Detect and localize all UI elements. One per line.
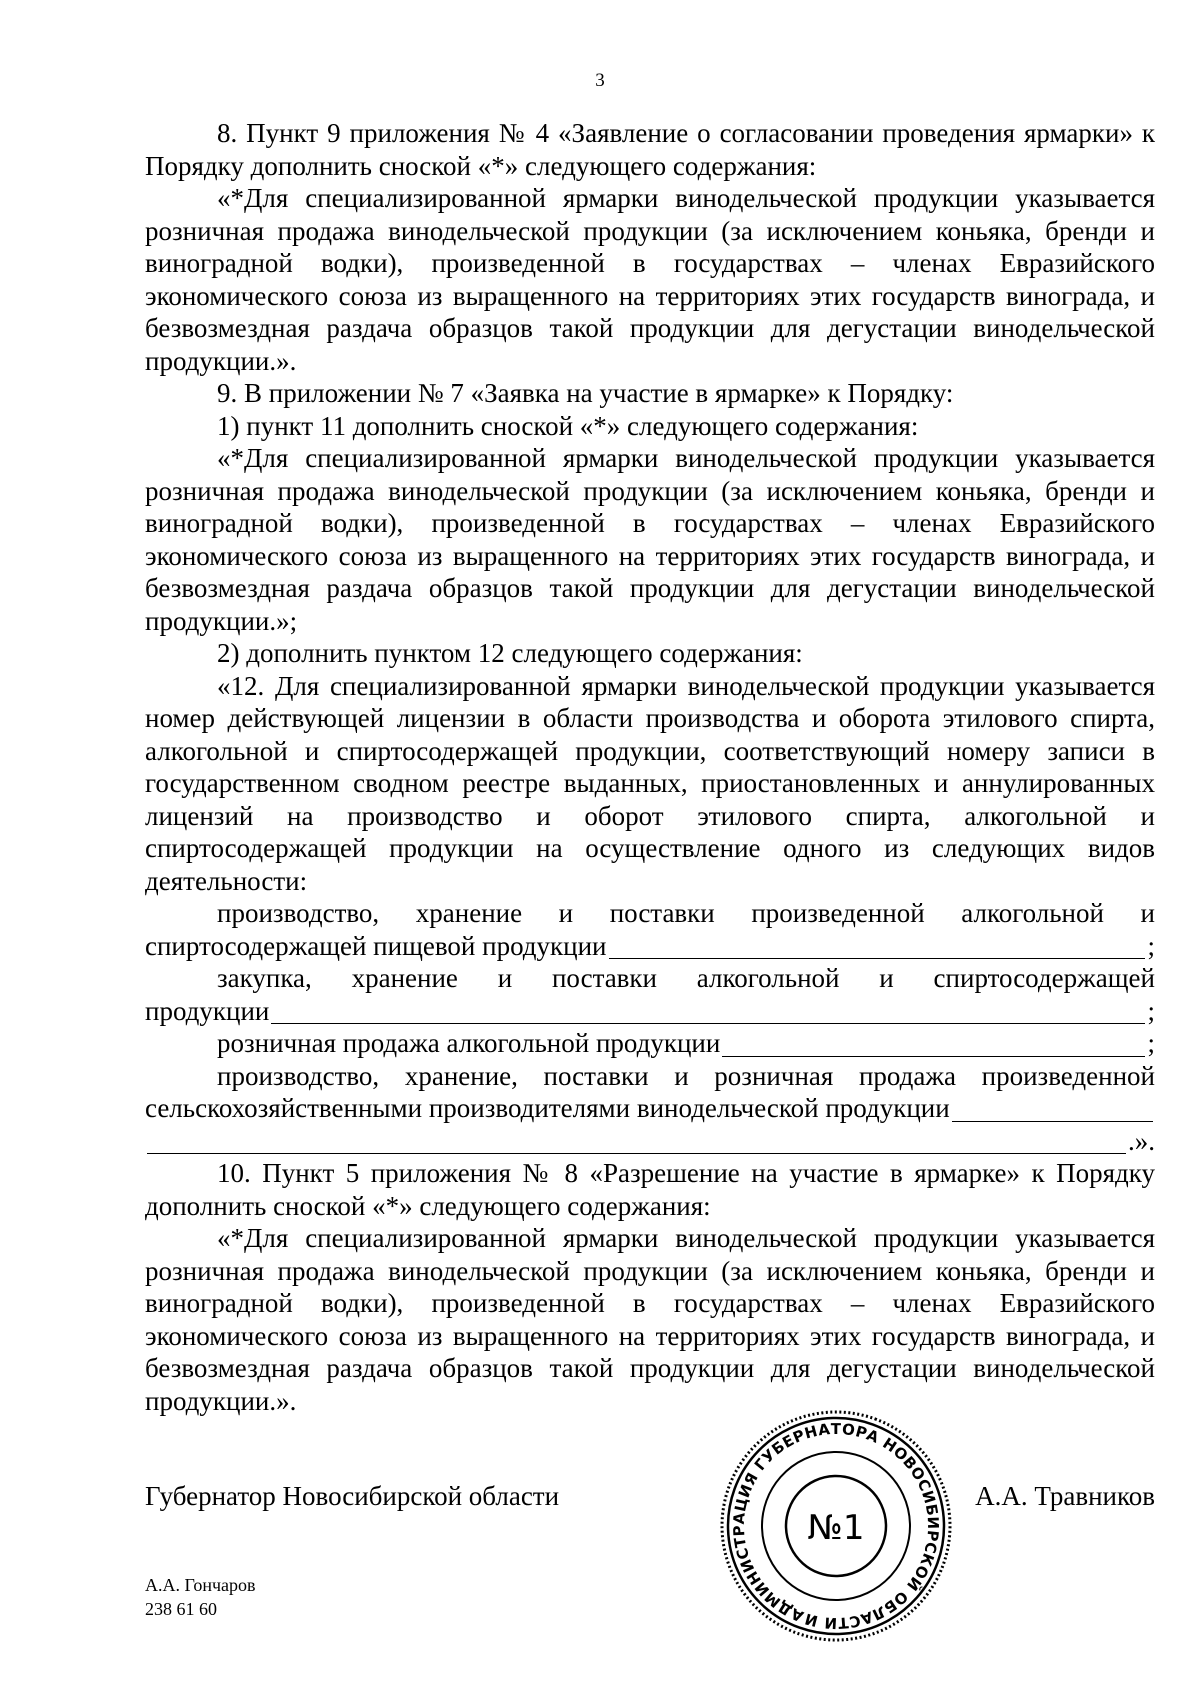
subitem-1: 1) пункт 11 дополнить сноской «*» следующего содержания: [217, 410, 919, 441]
blank-line [952, 1095, 1153, 1122]
official-seal [718, 1408, 954, 1644]
footnote-quote: «*Для специализированной ярмарки винодельческой продукции указывается розничная продажа винодельческой продукции (за исключением коньяка, бренди и виноградной водки), произведенной в государствах – членах Евразийского экономического союза из выращенного на территориях этих государств винограда, и безвозмездная раздача образцов такой продукции для дегустации винодельческой продукции.». [145, 1223, 1155, 1416]
footnote-quote: «*Для специализированной ярмарки винодельческой продукции указывается розничная продажа винодельческой продукции (за исключением коньяка, бренди и виноградной водки), произведенной в государствах – членах Евразийского экономического союза из выращенного на территориях этих государств винограда, и безвозмездная раздача образцов такой продукции для дегустации винодельческой продукции.»; [145, 443, 1155, 636]
document-body [145, 117, 1155, 1417]
activity-3-fill [145, 1027, 1155, 1060]
blank-line [147, 1127, 1126, 1154]
semicolon: ; [1147, 995, 1155, 1026]
blank-line [609, 932, 1146, 959]
seal-number: №1 [807, 1508, 865, 1548]
signatory-position: Губернатор Новосибирской области [145, 1481, 560, 1511]
subitem-2: 2) дополнить пунктом 12 следующего содержания: [217, 638, 803, 668]
blank-line [722, 1030, 1145, 1057]
activity-4-fill [145, 1092, 1155, 1125]
executor-name: А.А. Гончаров [145, 1575, 256, 1595]
activity-1-fill [145, 930, 1155, 963]
semicolon: ; [1147, 1028, 1155, 1058]
seal-text: АДМИНИСТРАЦИЯ ГУБЕРНАТОРА НОВОСИБИРСКОЙ ОБЛАСТИ И [729, 1419, 943, 1633]
signature-block [145, 1480, 1155, 1520]
semicolon: ; [1147, 930, 1155, 961]
activity-1-line: производство, хранение и поставки произведенной алкогольной и [217, 898, 1155, 928]
activity-2-label: продукции [145, 995, 270, 1026]
activity-4-fill-end [145, 1125, 1155, 1158]
activity-2-fill [145, 995, 1155, 1028]
page-number: 3 [595, 70, 605, 91]
blank-line [271, 997, 1145, 1024]
activity-2-line: закупка, хранение и поставки алкогольной и спиртосодержащей [217, 963, 1155, 993]
footnote-quote: «*Для специализированной ярмарки винодельческой продукции указывается розничная продажа винодельческой продукции (за исключением коньяка, бренди и виноградной водки), произведенной в государствах – членах Евразийского экономического союза из выращенного на территориях этих государств винограда, и безвозмездная раздача образцов такой продукции для дегустации винодельческой продукции.». [145, 183, 1155, 376]
paragraph-item-8: 8. Пункт 9 приложения № 4 «Заявление о согласовании проведения ярмарки» к Порядку дополнить сноской «*» следующего содержания: [145, 118, 1155, 181]
executor-phone: 238 61 60 [145, 1599, 217, 1619]
closing-mark: .». [1128, 1125, 1155, 1156]
activity-3-label: розничная продажа алкогольной продукции [217, 1028, 721, 1058]
paragraph-item-9: 9. В приложении № 7 «Заявка на участие в ярмарке» к Порядку: [217, 378, 954, 408]
activity-1-label: спиртосодержащей пищевой продукции [145, 930, 607, 961]
paragraph-item-10: 10. Пункт 5 приложения № 8 «Разрешение на участие в ярмарке» к Порядку дополнить сноской «*» следующего содержания: [145, 1158, 1155, 1221]
signatory-name: А.А. Травников [975, 1481, 1155, 1511]
activity-4-label: сельскохозяйственными производителями винодельческой продукции [145, 1093, 950, 1123]
activity-4-line: производство, хранение, поставки и розничная продажа произведенной [217, 1060, 1155, 1091]
point-12-text: «12. Для специализированной ярмарки винодельческой продукции указывается номер действующей лицензии в области производства и оборота этилового спирта, алкогольной и спиртосодержащей продукции, соответствующий номеру записи в государственном сводном реестре выданных, приостановленных и аннулированных лицензий на производство и оборот этилового спирта, алкогольной и спиртосодержащей продукции на осуществление одного из следующих видов деятельности: [145, 670, 1155, 896]
executor-info [145, 1573, 256, 1621]
